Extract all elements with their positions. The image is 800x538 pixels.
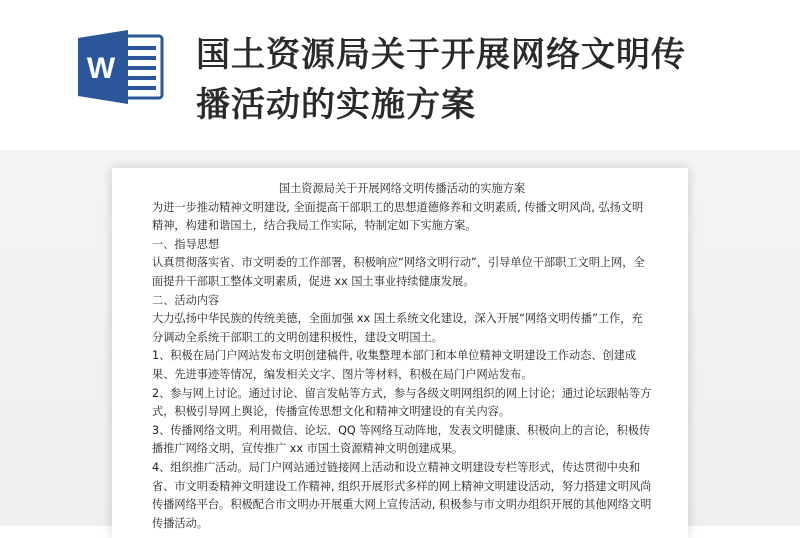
page-title	[196, 30, 756, 130]
document-content	[152, 180, 652, 533]
title-line-2: 播活动的实施方案	[196, 85, 476, 125]
paragraph-guiding-thought: 认真贯彻落实省、市文明委的工作部署，积极响应“网络文明行动”，引导单位干部职工文明上网，全面提升干部职工整体文明素质，促进 xx 国土事业持续健康发展。	[152, 256, 645, 288]
header-banner	[0, 0, 800, 150]
document-title: 国土资源局关于开展网络文明传播活动的实施方案	[278, 182, 526, 195]
paragraph-item-2: 2、参与网上讨论。通过讨论、留言发帖等方式，参与各级文明网组织的网上讨论；通过论坛跟帖等方式，积极引导网上舆论，传播宣传思想文化和精神文明建设的有关内容。	[152, 386, 652, 419]
word-document-icon	[78, 30, 166, 104]
paragraph-item-4: 4、组织推广活动。局门户网站通过链接网上活动和设立精神文明建设专栏等形式，传达贯彻中央和省、市文明委精神文明建设工作精神, 组织开展形式多样的网上精神文明建设活动，努力搭建文明风尚传播网络平台。积极配合市文明办开展重大网上宣传活动, 积极参与市文明办组织开展的其他网络文明传播活动。	[152, 460, 652, 530]
paragraph-item-3: 3、传播网络文明。利用微信、论坛、QQ 等网络互动阵地，发表文明健康、积极向上的言论，积极传播推广网络文明，宣传推广 xx 市国土资源精神文明创建成果。	[152, 423, 651, 456]
heading-activity-content: 二、活动内容	[152, 293, 220, 307]
title-line-1: 国土资源局关于开展网络文明传	[196, 35, 686, 75]
paragraph-item-1: 1、积极在局门户网站发布文明创建稿件, 收集整理本部门和本单位精神文明建设工作动态、创建成果、先进事迹等情况，编发相关文字、图片等材料，积极在局门户网站发布。	[152, 349, 637, 381]
paragraph-intro: 为进一步推动精神文明建设, 全面提高干部职工的思想道德修养和文明素质, 传播文明风尚, 弘扬文明精神，构建和谐国土，结合我局工作实际，特制定如下实施方案。	[152, 200, 644, 233]
word-icon-letter: W	[86, 52, 116, 85]
heading-guiding-thought: 一、指导思想	[152, 237, 220, 251]
paragraph-activity-content: 大力弘扬中华民族的传统美德，全面加强 xx 国土系统文化建设，深入开展“网络文明传播”工作，充分调动全系统干部职工的文明创建积极性，建设文明国土。	[152, 312, 643, 344]
